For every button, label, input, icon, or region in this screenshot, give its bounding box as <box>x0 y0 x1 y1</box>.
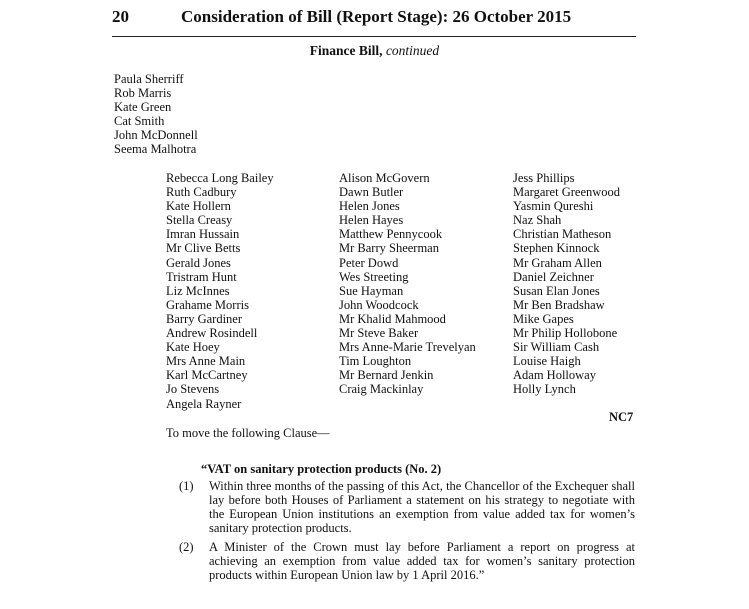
supporter-column-2 <box>339 171 476 397</box>
member-name: Daniel Zeichner <box>513 269 594 284</box>
member-name: Paula Sherriff <box>114 72 184 86</box>
member-name: Matthew Pennycook <box>339 227 443 242</box>
bill-continued: continued <box>385 43 440 58</box>
subsection-number: (1) <box>179 479 194 493</box>
member-name: Louise Haigh <box>513 354 581 369</box>
clause-reference: NC7 <box>609 410 634 424</box>
member-name: Karl McCartney <box>166 368 248 383</box>
member-name: Mr Philip Hollobone <box>513 326 618 341</box>
member-name: Tim Loughton <box>339 354 412 369</box>
member-name: Alison McGovern <box>339 171 430 185</box>
clause-subsection <box>179 540 639 585</box>
member-name: Susan Elan Jones <box>513 283 600 298</box>
member-name: Holly Lynch <box>513 382 576 397</box>
clause-title: “VAT on sanitary protection products (No. 2) <box>201 462 442 476</box>
member-name: Adam Holloway <box>513 368 596 383</box>
member-name: Peter Dowd <box>339 255 399 270</box>
member-name: Barry Gardiner <box>166 311 243 326</box>
member-name: Mr Ben Bradshaw <box>513 297 605 312</box>
member-name: Craig Mackinlay <box>339 382 424 397</box>
page-title: Consideration of Bill (Report Stage): 26 October 2015 <box>181 7 572 26</box>
bill-heading <box>0 43 749 59</box>
member-name: Rob Marris <box>114 86 172 101</box>
member-name: Gerald Jones <box>166 255 231 270</box>
member-name: Yasmin Qureshi <box>513 199 594 214</box>
member-name: Rebecca Long Bailey <box>166 171 274 185</box>
page-number: 20 <box>112 7 129 26</box>
member-name: Mr Bernard Jenkin <box>339 368 434 383</box>
member-name: Mr Graham Allen <box>513 255 602 270</box>
bill-name: Finance Bill, <box>309 43 383 58</box>
member-name: Stephen Kinnock <box>513 241 600 256</box>
member-name: John McDonnell <box>114 128 198 143</box>
member-name: Mr Steve Baker <box>339 326 419 341</box>
member-name: Helen Jones <box>339 199 400 214</box>
motion-intro: To move the following Clause— <box>166 426 330 440</box>
member-name: Sir William Cash <box>513 340 600 355</box>
member-name: Christian Matheson <box>513 227 612 242</box>
member-name: Mike Gapes <box>513 311 574 326</box>
member-name: Dawn Butler <box>339 185 404 200</box>
member-name: Stella Creasy <box>166 213 233 228</box>
subsection-text: Within three months of the passing of this Act, the Chancellor of the Exchequer shall lay before both Houses of Parliament a statement on his strategy to negotiate with the European Union institutions an exemption from value added tax for women’s sanitary protection products. <box>209 479 635 536</box>
member-name: Helen Hayes <box>339 213 404 228</box>
member-name: Kate Hoey <box>166 340 220 355</box>
member-name: Seema Malhotra <box>114 142 197 157</box>
header-rule <box>112 36 636 37</box>
subsection-number: (2) <box>179 540 194 554</box>
member-name: Jo Stevens <box>166 382 220 397</box>
member-name: Cat Smith <box>114 114 165 129</box>
supporter-column-1 <box>166 171 274 411</box>
member-name: Mrs Anne-Marie Trevelyan <box>339 340 476 355</box>
member-name: Jess Phillips <box>513 171 575 185</box>
member-name: Angela Rayner <box>166 396 242 411</box>
member-name: Ruth Cadbury <box>166 185 237 200</box>
member-name: John Woodcock <box>339 297 419 312</box>
member-name: Sue Hayman <box>339 283 404 298</box>
member-name: Wes Streeting <box>339 269 409 284</box>
member-name: Andrew Rosindell <box>166 326 258 341</box>
member-name: Margaret Greenwood <box>513 185 621 200</box>
member-name: Imran Hussain <box>166 227 240 242</box>
member-name: Liz McInnes <box>166 283 230 298</box>
member-name: Kate Green <box>114 100 172 115</box>
member-name: Naz Shah <box>513 213 562 228</box>
member-name: Tristram Hunt <box>166 269 237 284</box>
member-name: Mrs Anne Main <box>166 354 246 369</box>
member-name: Grahame Morris <box>166 297 249 312</box>
subsection-text: A Minister of the Crown must lay before Parliament a report on progress at achieving an exemption from value added tax for women’s sanitary protection products within European Union law by 1 April 2016.” <box>209 540 635 583</box>
sponsor-list <box>114 72 198 157</box>
member-name: Mr Khalid Mahmood <box>339 311 446 326</box>
member-name: Mr Clive Betts <box>166 241 241 256</box>
supporter-column-3 <box>513 171 620 397</box>
member-name: Mr Barry Sheerman <box>339 241 439 256</box>
member-name: Kate Hollern <box>166 199 231 214</box>
clause-subsection <box>179 479 639 539</box>
